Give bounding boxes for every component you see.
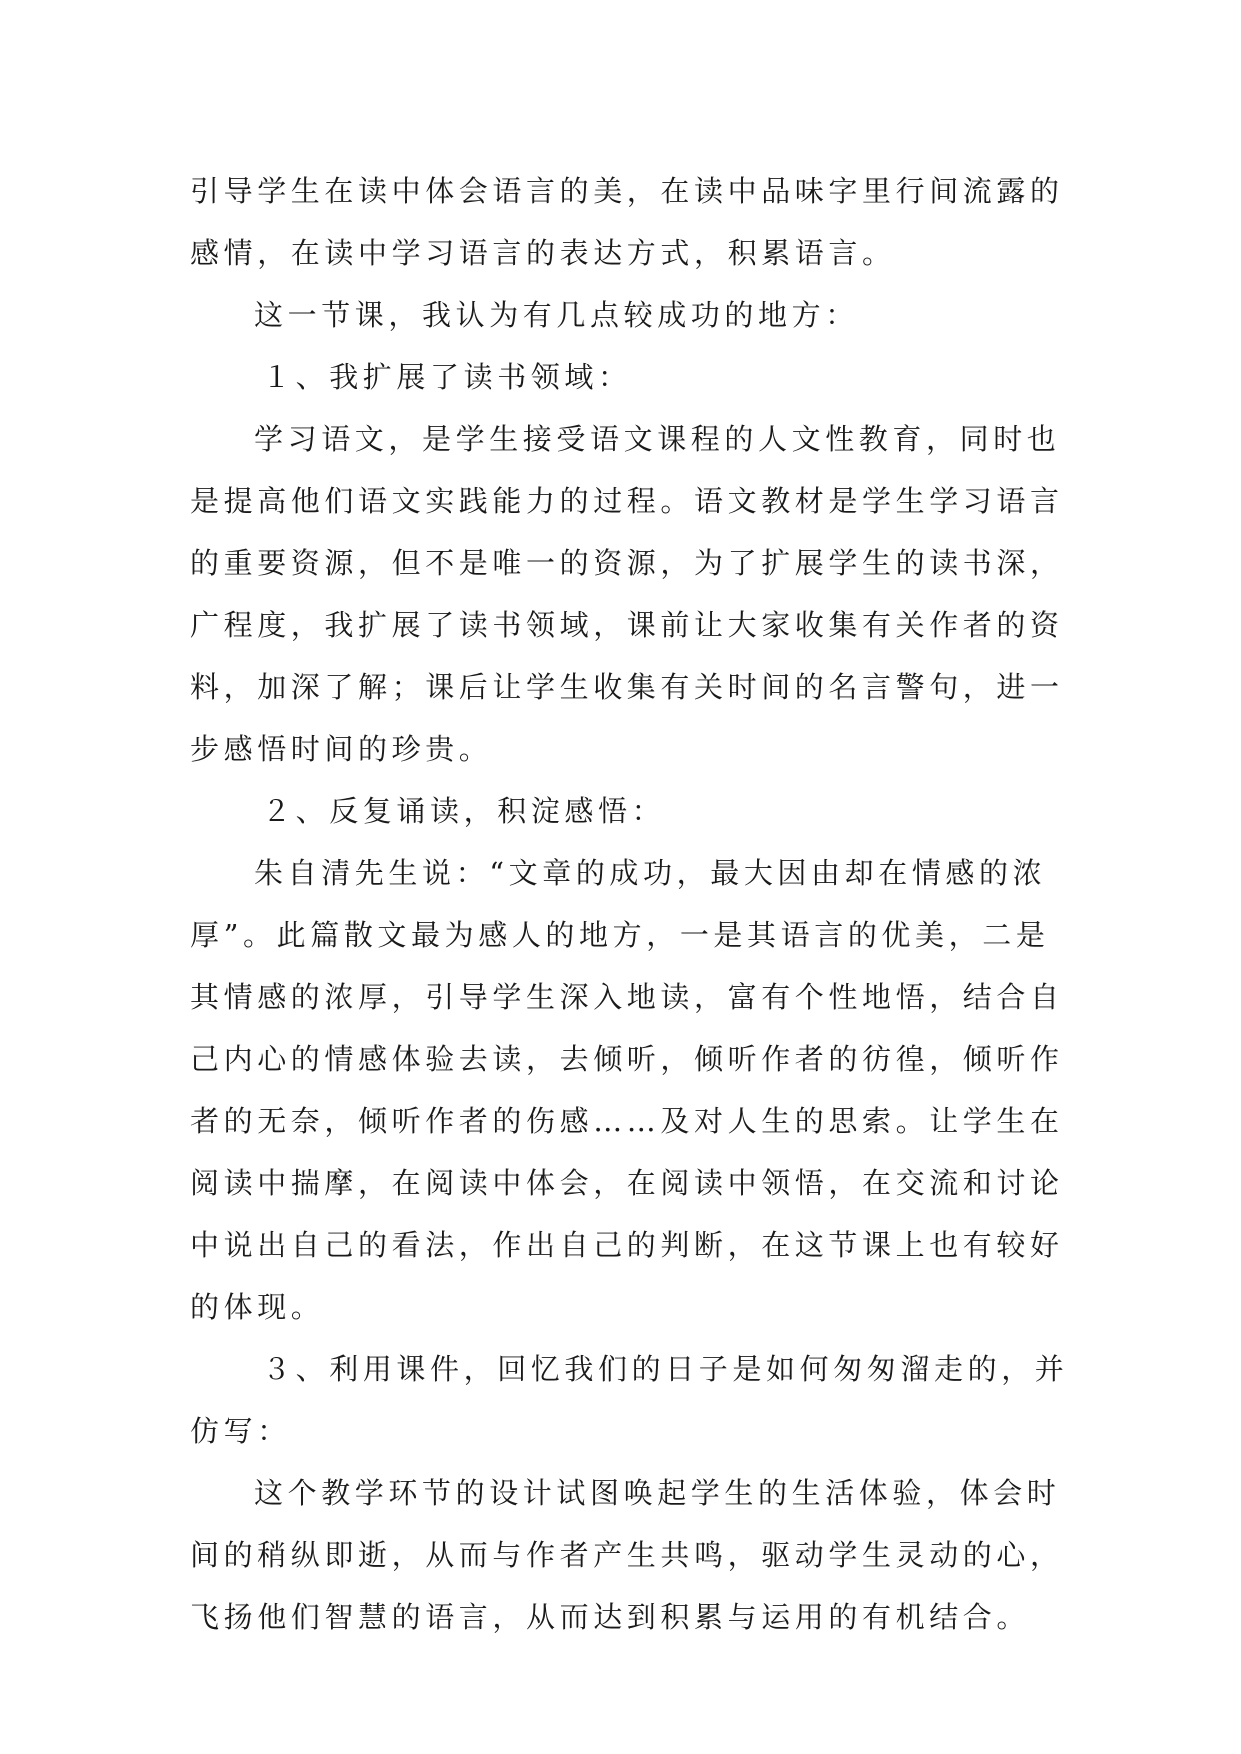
- section-heading-1: [190, 346, 1050, 408]
- paragraph-intro: [190, 284, 1050, 346]
- text-line: 厚”。此篇散文最为感人的地方，一是其语言的优美，二是: [190, 918, 1050, 952]
- text-line: 料，加深了解；课后让学生收集有关时间的名言警句，进一: [190, 670, 1064, 704]
- text-line: ２、反复诵读，积淀感悟：: [262, 794, 666, 828]
- text-line: 飞扬他们智慧的语言，从而达到积累与运用的有机结合。: [190, 1600, 1031, 1634]
- text-line: 间的稍纵即逝，从而与作者产生共鸣，驱动学生灵动的心，: [190, 1538, 1064, 1572]
- text-line: 这一节课，我认为有几点较成功的地方：: [254, 298, 859, 332]
- text-line: 的重要资源，但不是唯一的资源，为了扩展学生的读书深，: [190, 546, 1064, 580]
- paragraph-continued: [190, 160, 1064, 284]
- text-line: 这个教学环节的设计试图唤起学生的生活体验，体会时: [254, 1476, 1061, 1510]
- text-line: 的体现。: [190, 1290, 325, 1324]
- text-line: 中说出自己的看法，作出自己的判断，在这节课上也有较好: [190, 1228, 1064, 1262]
- text-line: １、我扩展了读书领域：: [262, 360, 632, 394]
- text-line: 朱自清先生说：“文章的成功，最大因由却在情感的浓: [254, 856, 1047, 890]
- text-line: 步感悟时间的珍贵。: [190, 732, 493, 766]
- text-line: 阅读中揣摩，在阅读中体会，在阅读中领悟，在交流和讨论: [190, 1166, 1064, 1200]
- text-line: 感情，在读中学习语言的表达方式，积累语言。: [190, 236, 896, 270]
- text-line: 己内心的情感体验去读，去倾听，倾听作者的彷徨，倾听作: [190, 1042, 1064, 1076]
- text-line: 者的无奈，倾听作者的伤感……及对人生的思索。让学生在: [190, 1104, 1064, 1138]
- paragraph-section-3: [190, 1462, 1064, 1648]
- text-line: 其情感的浓厚，引导学生深入地读，富有个性地悟，结合自: [190, 980, 1064, 1014]
- text-line: 是提高他们语文实践能力的过程。语文教材是学生学习语言: [190, 484, 1064, 518]
- text-line: ３、利用课件，回忆我们的日子是如何匆匆溜走的，并: [262, 1352, 1069, 1386]
- text-line: 仿写：: [190, 1414, 291, 1448]
- section-heading-2: [190, 780, 1050, 842]
- section-heading-3: [190, 1338, 1069, 1462]
- text-line: 学习语文，是学生接受语文课程的人文性教育，同时也: [254, 422, 1061, 456]
- text-line: 广程度，我扩展了读书领域，课前让大家收集有关作者的资: [190, 608, 1064, 642]
- document-body: [190, 160, 1069, 1648]
- paragraph-section-1: [190, 408, 1064, 780]
- paragraph-section-2: [190, 842, 1064, 1338]
- text-line: 引导学生在读中体会语言的美，在读中品味字里行间流露的: [190, 174, 1064, 208]
